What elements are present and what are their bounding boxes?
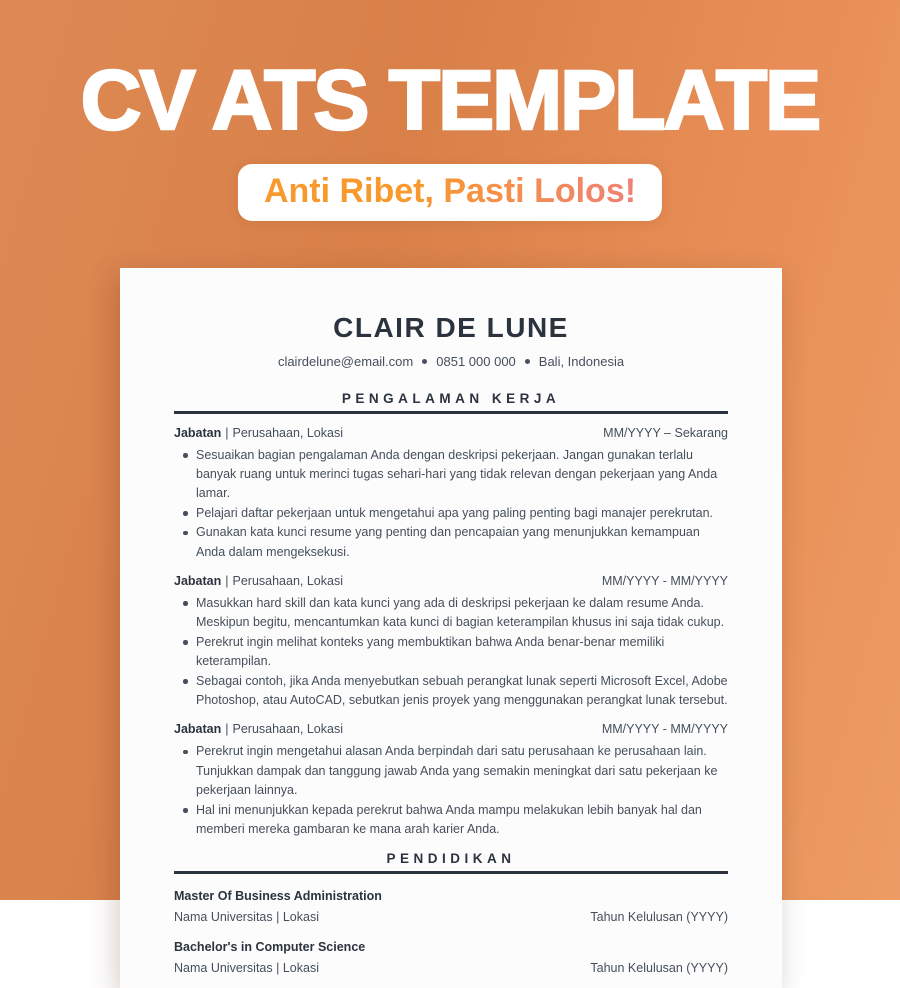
pipe-separator: | [225,573,229,588]
job-role: Jabatan [174,425,222,440]
section-divider [174,871,728,874]
job-bullet: Sesuaikan bagian pengalaman Anda dengan deskripsi pekerjaan. Jangan gunakan terlalu banyak ruang untuk merinci tugas sehari-hari yang tidak relevan dengan pekerjaan yang Anda lamar. [196,446,728,504]
job-bullet-list [174,594,728,710]
job-bullet: Sebagai contoh, jika Anda menyebutkan sebuah perangkat lunak seperti Microsoft Excel, Adobe Photoshop, atau AutoCAD, sebutkan jenis proyek yang menggunakan perangkat lunak tersebut. [196,672,728,711]
job-bullet: Gunakan kata kunci resume yang penting dan pencapaian yang menunjukkan kemampuan Anda dalam mengeksekusi. [196,523,728,562]
job-bullet-list [174,742,728,839]
job-dates: MM/YYYY - MM/YYYY [601,722,728,737]
cv-phone: 0851 000 000 [436,354,516,369]
banner-badge [238,164,662,221]
banner-badge-text: Anti Ribet, Pasti Lolos! [263,172,637,210]
job-company: Perusahaan, Lokasi [232,425,343,440]
education-year: Tahun Kelulusan (YYYY) [590,909,728,924]
job-title-line [174,572,343,591]
job-bullet: Perekrut ingin melihat konteks yang membuktikan bahwa Anda benar-benar memiliki keterampilan. [196,633,728,672]
education-entry-2 [174,939,728,976]
banner-title: CV ATS TEMPLATE [80,53,820,147]
job-role: Jabatan [174,573,222,588]
job-title-line [174,424,343,443]
job-bullet: Pelajari daftar pekerjaan untuk mengetahui apa yang paling penting bagi manajer perekrutan. [196,504,728,523]
cv-document [120,268,782,988]
section-pendidikan [174,851,728,976]
job-header [174,720,728,739]
job-title-line [174,720,343,739]
job-header [174,424,728,443]
education-degree: Bachelor's in Computer Science [174,939,366,954]
pipe-separator: | [225,425,229,440]
job-entry-3 [174,720,728,839]
job-role: Jabatan [174,722,222,737]
section-title-experience: PENGALAMAN KERJA [341,391,561,406]
job-dates: MM/YYYY – Sekarang [603,425,728,440]
education-detail-row [174,960,728,976]
job-bullet: Perekrut ingin mengetahui alasan Anda berpindah dari satu perusahaan ke perusahaan lain. Tunjukkan dampak dan tanggung jawab Anda yang semakin meningkat dari satu pekerjaan ke pekerjaan lainnya. [196,742,728,800]
job-bullet-list [174,446,728,562]
education-entry-1 [174,888,728,925]
job-company: Perusahaan, Lokasi [232,573,343,588]
cv-name: CLAIR DE LUNE [333,312,569,343]
pipe-separator: | [225,722,229,737]
job-dates: MM/YYYY - MM/YYYY [601,573,728,588]
job-bullet: Masukkan hard skill dan kata kunci yang ada di deskripsi pekerjaan ke dalam resume Anda. Meskipun begitu, mencantumkan kata kunci di bagian keterampilan khusus ini saja tidak cukup. [196,594,728,633]
section-title-education: PENDIDIKAN [386,851,516,867]
cv-location: Bali, Indonesia [538,354,625,369]
dot-separator-icon [525,359,530,364]
section-pengalaman-kerja [174,391,728,839]
job-entry-1 [174,424,728,562]
education-year: Tahun Kelulusan (YYYY) [590,960,728,975]
dot-separator-icon [422,359,427,364]
education-degree: Master Of Business Administration [174,888,382,903]
job-entry-2 [174,572,728,710]
job-bullet: Hal ini menunjukkan kepada perekrut bahwa Anda mampu melakukan lebih banyak hal dan memberi mereka gambaran ke mana arah karier Anda. [196,801,728,840]
cv-email: clairdelune@email.com [277,354,414,369]
cv-contact-line [174,354,728,369]
education-detail-row [174,909,728,925]
section-divider [174,411,728,414]
job-company: Perusahaan, Lokasi [232,722,343,737]
job-header [174,572,728,591]
education-school: Nama Universitas | Lokasi [174,909,319,924]
education-school: Nama Universitas | Lokasi [174,960,319,975]
